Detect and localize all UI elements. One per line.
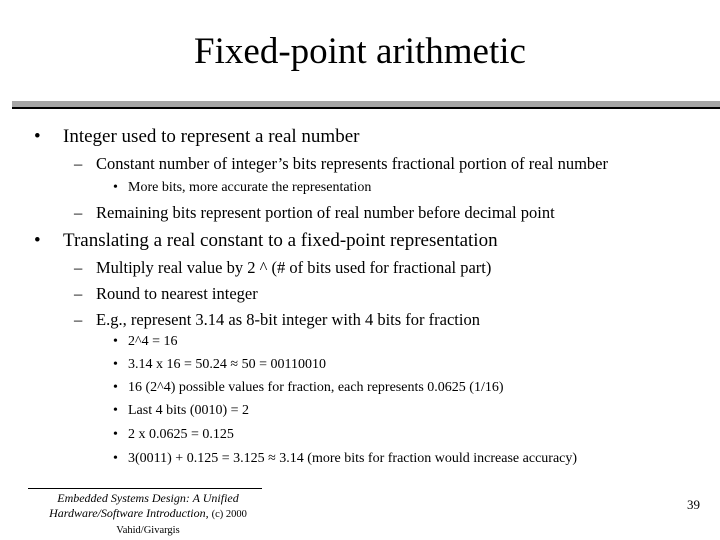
dash-marker: – bbox=[74, 284, 83, 303]
dash-marker: – bbox=[74, 310, 83, 329]
example-step-2: 3.14 x 16 = 50.24 ≈ 50 = 00110010 bbox=[128, 357, 326, 372]
title-divider-black bbox=[12, 107, 720, 109]
dot-marker: • bbox=[113, 180, 118, 195]
bullet-1: Integer used to represent a real number bbox=[63, 126, 360, 147]
dot-marker: • bbox=[113, 451, 118, 466]
dot-marker: • bbox=[113, 427, 118, 442]
slide-title: Fixed-point arithmetic bbox=[194, 31, 526, 72]
example-step-6: 3(0011) + 0.125 = 3.125 ≈ 3.14 (more bits for fraction would increase accuracy) bbox=[128, 451, 578, 466]
bullet-marker: • bbox=[34, 126, 41, 147]
bullet-1-sub-2: Remaining bits represent portion of real number before decimal point bbox=[96, 203, 555, 222]
bullet-2-sub-1: Multiply real value by 2 ^ (# of bits used for fractional part) bbox=[96, 258, 492, 277]
dash-marker: – bbox=[74, 154, 83, 173]
bullet-marker: • bbox=[34, 230, 41, 251]
bullet-1-sub-1: Constant number of integer’s bits represents fractional portion of real number bbox=[96, 154, 608, 173]
bullet-2-sub-3: E.g., represent 3.14 as 8-bit integer with 4 bits for fraction bbox=[96, 310, 480, 329]
example-step-4: Last 4 bits (0010) = 2 bbox=[128, 403, 250, 418]
dot-marker: • bbox=[113, 334, 118, 349]
footer-line-2 bbox=[22, 506, 274, 538]
example-step-3: 16 (2^4) possible values for fraction, each represents 0.0625 (1/16) bbox=[128, 380, 504, 395]
dot-marker: • bbox=[113, 380, 118, 395]
footer-line-1: Embedded Systems Design: A Unified bbox=[57, 491, 239, 505]
footer-line-2-rest: (c) 2000 Vahid/Givargis bbox=[116, 509, 247, 536]
dash-marker: – bbox=[74, 258, 83, 277]
footer-line-2-italic: Hardware/Software Introduction, bbox=[49, 506, 209, 520]
bullet-2: Translating a real constant to a fixed-point representation bbox=[63, 230, 498, 251]
dash-marker: – bbox=[74, 203, 83, 222]
example-step-5: 2 x 0.0625 = 0.125 bbox=[128, 427, 234, 442]
footer-divider bbox=[28, 488, 262, 489]
bullet-2-sub-2: Round to nearest integer bbox=[96, 284, 258, 303]
footer-citation bbox=[22, 491, 274, 538]
page-number: 39 bbox=[687, 497, 700, 512]
example-step-1: 2^4 = 16 bbox=[128, 334, 178, 349]
bullet-1-sub-1-detail: More bits, more accurate the representation bbox=[128, 180, 372, 195]
dot-marker: • bbox=[113, 357, 118, 372]
dot-marker: • bbox=[113, 403, 118, 418]
